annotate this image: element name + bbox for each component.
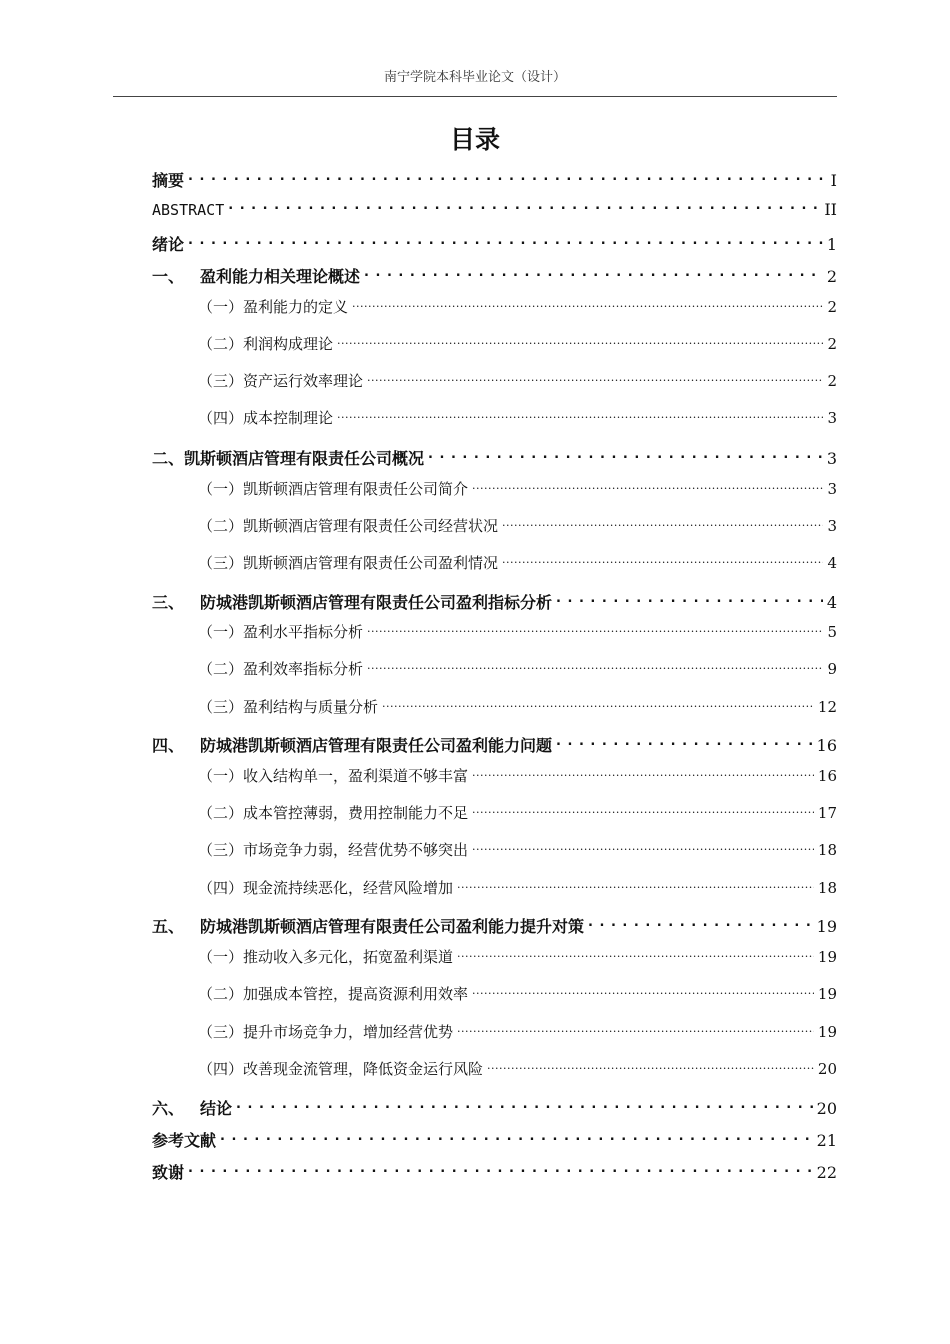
dot-leader — [236, 1098, 813, 1114]
dot-leader — [188, 234, 823, 250]
toc-entry[interactable] — [152, 333, 837, 354]
toc-entry-number: 一、 — [152, 267, 185, 286]
toc-entry[interactable] — [152, 1021, 837, 1042]
toc-entry[interactable] — [152, 1160, 837, 1183]
toc-entry-label: （四）现金流持续恶化，经营风险增加 — [198, 879, 454, 897]
dot-leader — [364, 266, 823, 282]
toc-entry-page: I — [830, 171, 837, 190]
dot-leader — [352, 297, 823, 312]
toc-entry-page: 17 — [817, 804, 837, 822]
toc-entry[interactable] — [152, 168, 837, 191]
toc-entry-page: 5 — [827, 623, 837, 641]
dot-leader — [382, 697, 814, 712]
toc-entry-page: 20 — [816, 1099, 837, 1118]
dot-leader — [502, 516, 823, 531]
dot-leader — [457, 1022, 814, 1037]
toc-entry-label: 防城港凯斯顿酒店管理有限责任公司盈利指标分析 — [200, 593, 553, 612]
dot-leader — [502, 553, 823, 568]
dot-leader — [457, 947, 814, 962]
toc-entry-page: 16 — [817, 767, 837, 785]
toc-entry-label: （二）加强成本管控，提高资源利用效率 — [198, 985, 469, 1003]
toc-entry-label: 结论 — [200, 1099, 233, 1118]
toc-entry[interactable] — [152, 658, 837, 679]
dot-leader — [472, 984, 814, 999]
toc-entry-label: （一）收入结构单一，盈利渠道不够丰富 — [198, 767, 469, 785]
toc-entry-page: 3 — [827, 409, 837, 427]
dot-leader — [487, 1059, 814, 1074]
toc-entry-label: （三）凯斯顿酒店管理有限责任公司盈利情况 — [198, 554, 499, 572]
toc-entry-label: （一）凯斯顿酒店管理有限责任公司简介 — [198, 480, 469, 498]
dot-leader — [188, 1162, 813, 1178]
toc-entry[interactable] — [152, 296, 837, 317]
toc-entry[interactable] — [152, 370, 837, 391]
toc-entry[interactable] — [152, 264, 837, 287]
toc-entry-label: 二、凯斯顿酒店管理有限责任公司概况 — [152, 449, 425, 468]
toc-entry-page: 9 — [827, 660, 837, 678]
dot-leader — [472, 840, 814, 855]
toc-entry-page: 12 — [817, 698, 837, 716]
page-title: 目录 — [449, 125, 500, 154]
toc-entry-page: 22 — [816, 1163, 837, 1182]
toc-entry[interactable] — [152, 765, 837, 786]
toc-entry-label: （一）推动收入多元化，拓宽盈利渠道 — [198, 948, 454, 966]
toc-entry-label: （一）盈利水平指标分析 — [198, 623, 364, 641]
dot-leader — [556, 735, 813, 751]
toc-entry[interactable] — [152, 232, 837, 255]
toc-entry-page: 19 — [817, 985, 837, 1003]
dot-leader — [472, 479, 823, 494]
dot-leader — [337, 334, 823, 349]
toc-entry[interactable] — [152, 696, 837, 717]
toc-entry-label: 致谢 — [152, 1163, 185, 1182]
toc-entry-number: 五、 — [152, 917, 185, 936]
toc-entry-page: 3 — [826, 449, 837, 468]
toc-entry-number: 四、 — [152, 736, 185, 755]
toc-entry-label: ABSTRACT — [152, 201, 225, 219]
toc-entry-label: （二）利润构成理论 — [198, 335, 334, 353]
toc-entry-label: （三）资产运行效率理论 — [198, 372, 364, 390]
toc-entry-label: （三）市场竞争力弱，经营优势不够突出 — [198, 841, 469, 859]
toc-entry-label: 绪论 — [152, 235, 185, 254]
toc-entry-label: 防城港凯斯顿酒店管理有限责任公司盈利能力提升对策 — [200, 917, 585, 936]
toc-entry-page: II — [824, 200, 837, 219]
toc-entry-label: （二）盈利效率指标分析 — [198, 660, 364, 678]
toc-entry-page: 2 — [826, 267, 837, 286]
toc-entry[interactable] — [152, 590, 837, 613]
toc-entry[interactable] — [152, 515, 837, 536]
dot-leader — [428, 448, 823, 464]
toc-entry[interactable] — [152, 1058, 837, 1079]
dot-leader — [228, 200, 820, 215]
dot-leader — [472, 803, 814, 818]
toc-entry-page: 2 — [827, 298, 837, 316]
toc-entry-number: 三、 — [152, 593, 185, 612]
toc-entry-label: 摘要 — [152, 171, 185, 190]
toc-entry[interactable] — [152, 946, 837, 967]
toc-entry-page: 19 — [817, 948, 837, 966]
toc-entry[interactable] — [152, 733, 837, 756]
header-divider — [113, 96, 837, 97]
toc-entry[interactable] — [152, 478, 837, 499]
dot-leader — [457, 878, 814, 893]
toc-entry-page: 18 — [817, 879, 837, 897]
toc-entry-label: （二）凯斯顿酒店管理有限责任公司经营状况 — [198, 517, 499, 535]
toc-entry-label: （四）改善现金流管理，降低资金运行风险 — [198, 1060, 484, 1078]
toc-entry-label: （三）盈利结构与质量分析 — [198, 698, 379, 716]
toc-entry[interactable] — [152, 914, 837, 937]
toc-entry-page: 19 — [816, 917, 837, 936]
toc-entry-page: 18 — [817, 841, 837, 859]
toc-entry-label: 盈利能力相关理论概述 — [200, 267, 361, 286]
toc-entry-label: 防城港凯斯顿酒店管理有限责任公司盈利能力问题 — [200, 736, 553, 755]
toc-entry[interactable] — [152, 1128, 837, 1151]
toc-entry-page: 21 — [816, 1131, 837, 1150]
dot-leader — [367, 659, 823, 674]
toc-entry-page: 3 — [827, 480, 837, 498]
toc-entry-page: 4 — [827, 554, 837, 572]
dot-leader — [556, 592, 823, 608]
dot-leader — [367, 622, 823, 637]
dot-leader — [337, 408, 823, 423]
toc-entry-page: 19 — [817, 1023, 837, 1041]
toc-entry-label: （一）盈利能力的定义 — [198, 298, 349, 316]
toc-entry-page: 2 — [827, 335, 837, 353]
page-header: 南宁学院本科毕业论文（设计） — [383, 70, 566, 85]
dot-leader — [472, 766, 814, 781]
toc-entry-label: （三）提升市场竞争力，增加经营优势 — [198, 1023, 454, 1041]
toc-entry-page: 4 — [826, 593, 837, 612]
toc-entry[interactable] — [152, 407, 837, 428]
dot-leader — [367, 371, 823, 386]
toc-entry-page: 2 — [827, 372, 837, 390]
toc-entry[interactable] — [152, 621, 837, 642]
toc-entry[interactable] — [152, 1096, 837, 1119]
dot-leader — [188, 170, 827, 186]
toc-entry[interactable] — [152, 802, 837, 823]
toc-entry[interactable] — [152, 983, 837, 1004]
toc-entry[interactable] — [152, 200, 837, 219]
dot-leader — [220, 1130, 813, 1146]
toc-entry-page: 1 — [826, 235, 837, 254]
toc-entry-label: （四）成本控制理论 — [198, 409, 334, 427]
toc-entry[interactable] — [152, 552, 837, 573]
toc-entry[interactable] — [152, 877, 837, 898]
toc-entry-label: 参考文献 — [152, 1131, 217, 1150]
toc-entry-page: 16 — [816, 736, 837, 755]
toc-entry-page: 3 — [827, 517, 837, 535]
toc-entry-label: （二）成本管控薄弱，费用控制能力不足 — [198, 804, 469, 822]
dot-leader — [588, 916, 813, 932]
toc-entry[interactable] — [152, 446, 837, 469]
toc-entry[interactable] — [152, 839, 837, 860]
toc-entry-number: 六、 — [152, 1099, 185, 1118]
toc-entry-page: 20 — [817, 1060, 837, 1078]
